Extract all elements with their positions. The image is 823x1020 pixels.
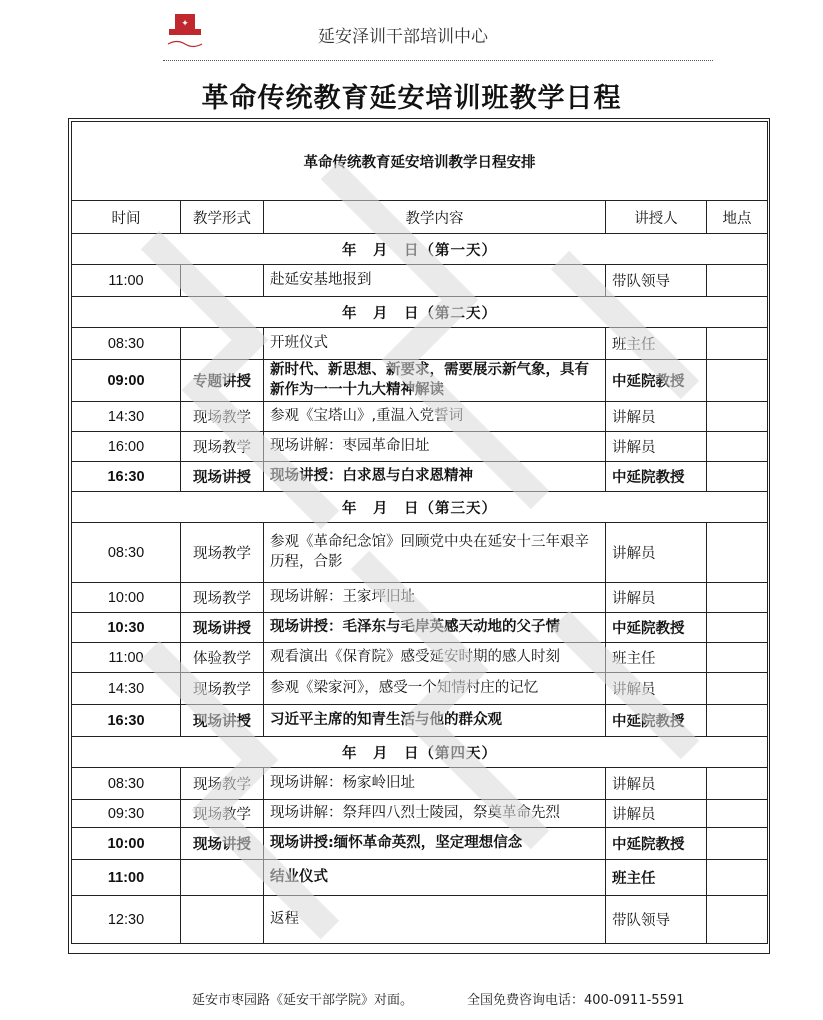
table-row [72, 265, 768, 297]
time-cell: 08:30 [72, 328, 181, 360]
table-row [72, 860, 768, 896]
form-cell: 体验教学 [181, 643, 264, 673]
place-cell [707, 523, 768, 583]
place-cell [707, 462, 768, 492]
place-cell [707, 828, 768, 860]
form-cell: 现场讲授 [181, 613, 264, 643]
place-cell [707, 673, 768, 705]
speaker-cell: 讲解员 [606, 583, 707, 613]
speaker-cell: 讲解员 [606, 432, 707, 462]
time-cell: 10:30 [72, 613, 181, 643]
form-cell: 专题讲授 [181, 360, 264, 402]
place-cell [707, 360, 768, 402]
place-cell [707, 800, 768, 828]
table-title: 革命传统教育延安培训教学日程安排 [72, 122, 768, 201]
table-row [72, 705, 768, 737]
table-row [72, 360, 768, 402]
time-cell: 08:30 [72, 523, 181, 583]
content-cell: 现场讲授：毛泽东与毛岸英感天动地的父子情 [264, 613, 606, 643]
col-header-time: 时间 [72, 201, 181, 234]
time-cell: 11:00 [72, 643, 181, 673]
time-cell: 16:00 [72, 432, 181, 462]
time-cell: 11:00 [72, 860, 181, 896]
content-cell: 返程 [264, 896, 606, 944]
content-cell: 赴延安基地报到 [264, 265, 606, 297]
table-row [72, 402, 768, 432]
table-row [72, 328, 768, 360]
speaker-cell: 中延院教授 [606, 613, 707, 643]
form-cell: 现场讲授 [181, 705, 264, 737]
footer-phone: 全国免费咨询电话：400-0911-5591 [467, 993, 685, 1008]
form-cell [181, 328, 264, 360]
speaker-cell: 带队领导 [606, 896, 707, 944]
table-row [72, 643, 768, 673]
place-cell [707, 896, 768, 944]
place-cell [707, 768, 768, 800]
table-row [72, 523, 768, 583]
content-cell: 现场讲解：祭拜四八烈士陵园，祭奠革命先烈 [264, 800, 606, 828]
place-cell [707, 860, 768, 896]
form-cell: 现场教学 [181, 583, 264, 613]
header-divider [163, 60, 713, 61]
time-cell: 08:30 [72, 768, 181, 800]
col-header-place: 地点 [707, 201, 768, 234]
table-row [72, 583, 768, 613]
table-header-row [72, 201, 768, 234]
time-cell: 09:00 [72, 360, 181, 402]
speaker-cell: 班主任 [606, 328, 707, 360]
place-cell [707, 265, 768, 297]
content-cell: 现场讲解：杨家岭旧址 [264, 768, 606, 800]
place-cell [707, 328, 768, 360]
flag-logo-icon [163, 12, 207, 52]
table-row [72, 673, 768, 705]
content-cell: 结业仪式 [264, 860, 606, 896]
page-title: 革命传统教育延安培训班教学日程 [201, 83, 622, 114]
col-header-content: 教学内容 [264, 201, 606, 234]
schedule-table [71, 121, 768, 944]
content-cell: 习近平主席的知青生活与他的群众观 [264, 705, 606, 737]
time-cell: 09:30 [72, 800, 181, 828]
speaker-cell: 中延院教授 [606, 462, 707, 492]
table-row [72, 462, 768, 492]
time-cell: 11:00 [72, 265, 181, 297]
day-header-row [72, 297, 768, 328]
day-header-row [72, 234, 768, 265]
form-cell: 现场教学 [181, 402, 264, 432]
table-row [72, 800, 768, 828]
time-cell: 14:30 [72, 402, 181, 432]
form-cell [181, 896, 264, 944]
speaker-cell: 班主任 [606, 643, 707, 673]
content-cell: 现场讲解：王家坪旧址 [264, 583, 606, 613]
content-cell: 现场讲授：白求恩与白求恩精神 [264, 462, 606, 492]
form-cell: 现场讲授 [181, 828, 264, 860]
svg-text:✦: ✦ [181, 19, 189, 29]
place-cell [707, 643, 768, 673]
speaker-cell: 讲解员 [606, 523, 707, 583]
time-cell: 10:00 [72, 583, 181, 613]
day-header-row [72, 737, 768, 768]
content-cell: 现场讲授:缅怀革命英烈，坚定理想信念 [264, 828, 606, 860]
form-cell: 现场教学 [181, 768, 264, 800]
speaker-cell: 讲解员 [606, 402, 707, 432]
content-cell: 观看演出《保育院》感受延安时期的感人时刻 [264, 643, 606, 673]
time-cell: 10:00 [72, 828, 181, 860]
place-cell [707, 402, 768, 432]
form-cell: 现场教学 [181, 800, 264, 828]
time-cell: 16:30 [72, 462, 181, 492]
day-label: 年 月 日（第四天） [72, 737, 768, 768]
day-label: 年 月 日（第二天） [72, 297, 768, 328]
place-cell [707, 432, 768, 462]
day-label: 年 月 日（第一天） [72, 234, 768, 265]
speaker-cell: 讲解员 [606, 768, 707, 800]
speaker-cell: 讲解员 [606, 673, 707, 705]
content-cell: 参观《宝塔山》,重温入党誓词 [264, 402, 606, 432]
time-cell: 16:30 [72, 705, 181, 737]
content-cell: 新时代、新思想、新要求，需要展示新气象，具有新作为一一十九大精神解读 [264, 360, 606, 402]
table-row [72, 613, 768, 643]
speaker-cell: 讲解员 [606, 800, 707, 828]
table-row [72, 828, 768, 860]
time-cell: 14:30 [72, 673, 181, 705]
form-cell: 现场教学 [181, 432, 264, 462]
speaker-cell: 班主任 [606, 860, 707, 896]
content-cell: 现场讲解：枣园革命旧址 [264, 432, 606, 462]
table-row [72, 768, 768, 800]
speaker-cell: 中延院教授 [606, 360, 707, 402]
col-header-speaker: 讲授人 [606, 201, 707, 234]
form-cell: 现场教学 [181, 523, 264, 583]
day-label: 年 月 日（第三天） [72, 492, 768, 523]
table-row [72, 432, 768, 462]
form-cell: 现场讲授 [181, 462, 264, 492]
content-cell: 参观《革命纪念馆》回顾党中央在延安十三年艰辛历程，合影 [264, 523, 606, 583]
form-cell [181, 265, 264, 297]
table-row [72, 896, 768, 944]
col-header-form: 教学形式 [181, 201, 264, 234]
speaker-cell: 带队领导 [606, 265, 707, 297]
speaker-cell: 中延院教授 [606, 705, 707, 737]
form-cell [181, 860, 264, 896]
place-cell [707, 705, 768, 737]
footer-address: 延安市枣园路《延安干部学院》对面。 [192, 993, 414, 1008]
time-cell: 12:30 [72, 896, 181, 944]
speaker-cell: 中延院教授 [606, 828, 707, 860]
place-cell [707, 613, 768, 643]
place-cell [707, 583, 768, 613]
content-cell: 开班仪式 [264, 328, 606, 360]
header-org: 延安泽训干部培训中心 [318, 27, 488, 47]
day-header-row [72, 492, 768, 523]
form-cell: 现场教学 [181, 673, 264, 705]
content-cell: 参观《梁家河》，感受一个知情村庄的记忆 [264, 673, 606, 705]
